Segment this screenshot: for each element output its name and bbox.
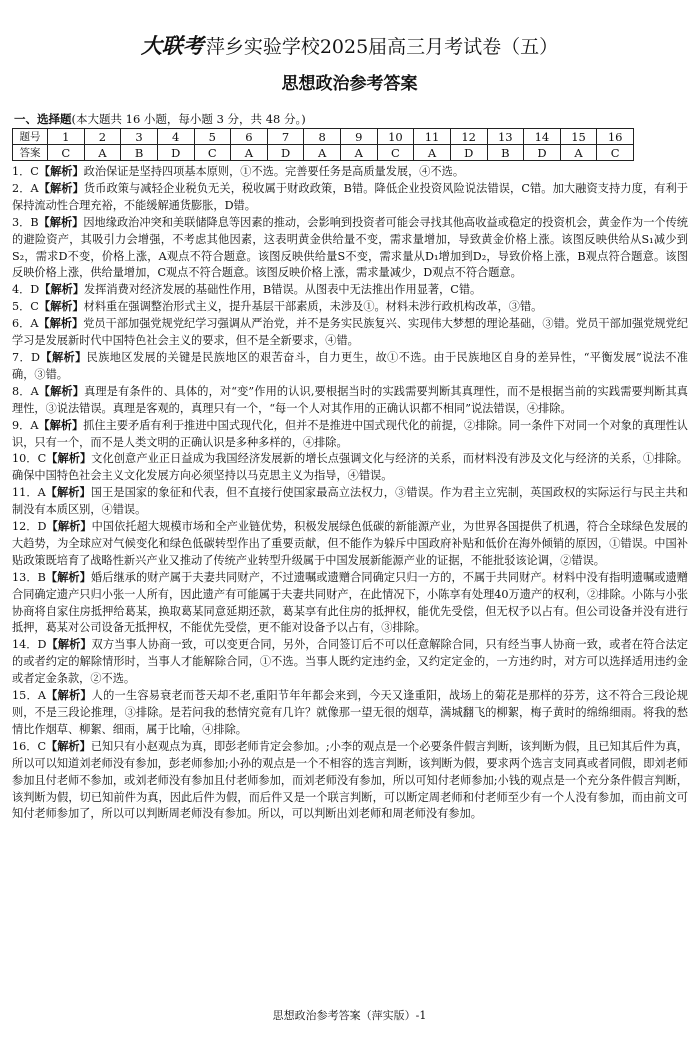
brand-logo-text: 大联考 <box>140 34 204 58</box>
question-number-cell: 16 <box>597 129 634 145</box>
explanation-item <box>12 316 688 350</box>
analysis-tag: 【解析】 <box>38 181 84 195</box>
question-answer-lead: 1．C <box>12 165 39 178</box>
question-answer-lead: 8．A <box>12 384 39 398</box>
question-answer-lead: 2．A <box>12 181 39 195</box>
question-answer-lead: 6．A <box>12 317 39 331</box>
row-label: 题号 <box>13 129 48 145</box>
answer-cell: C <box>194 145 231 161</box>
analysis-tag: 【解析】 <box>38 317 84 331</box>
analysis-tag: 【解析】 <box>45 486 91 500</box>
explanation-text: 材料重在强调整治形式主义，提升基层干部素质，未涉及①。材料未涉行政机构改革，③错。 <box>83 300 543 314</box>
question-number-cell: 1 <box>48 129 85 145</box>
answer-cell: A <box>560 145 597 161</box>
explanation-item <box>12 181 688 215</box>
question-answer-lead: 7．D <box>12 350 41 364</box>
explanation-item <box>12 164 688 181</box>
question-number-row <box>13 129 634 145</box>
explanation-text: 文化创意产业正日益成为我国经济发展新的增长点强调文化与经济的关系，而材料没有涉及文化与经济的关系，①排除。确保中国特色社会主义文化发展方向必须坚持以马克思主义为指导，④错误。 <box>12 452 688 483</box>
answer-cell: C <box>48 145 85 161</box>
question-answer-lead: 11．A <box>12 486 46 500</box>
question-answer-lead: 3．B <box>12 215 39 229</box>
answer-cell: C <box>377 145 414 161</box>
explanation-text: 抓住主要矛盾有利于推进中国式现代化，但并不是推进中国式现代化的前提，②排除。同一条件下对同一个对象的真理性认识，只有一个，而不是人类文明的正确认识是多种多样的，④排除。 <box>12 418 688 449</box>
question-number-cell: 14 <box>524 129 561 145</box>
analysis-tag: 【解析】 <box>38 300 84 314</box>
analysis-tag: 【解析】 <box>38 165 84 178</box>
question-answer-lead: 9．A <box>12 418 39 432</box>
question-number-cell: 9 <box>341 129 378 145</box>
question-number-cell: 4 <box>157 129 194 145</box>
question-answer-lead: 10．C <box>12 452 47 466</box>
explanation-text: 民族地区发展的关键是民族地区的艰苦奋斗，自力更生，故①不选。由于民族地区自身的差异性，“平衡发展”说法不准确，③错。 <box>12 350 688 381</box>
explanations-list <box>12 164 688 823</box>
question-number-cell: 5 <box>194 129 231 145</box>
explanation-item <box>12 418 688 452</box>
explanation-text: 货币政策与减轻企业税负无关，税收属于财政政策，B错。降低企业投资风险说法错误，C错。加大融资支持力度，有利于保持流动性合理充裕，不能缓解通货膨胀，D错。 <box>12 181 688 212</box>
explanation-item <box>12 688 688 739</box>
answer-cell: A <box>84 145 121 161</box>
analysis-tag: 【解析】 <box>46 638 92 652</box>
question-number-cell: 11 <box>414 129 451 145</box>
analysis-tag: 【解析】 <box>46 452 92 466</box>
section-heading <box>14 111 306 127</box>
answer-cell: D <box>450 145 487 161</box>
question-answer-lead: 14．D <box>12 638 47 652</box>
answer-cell: D <box>524 145 561 161</box>
question-number-cell: 2 <box>84 129 121 145</box>
explanation-item <box>12 739 688 824</box>
explanation-text: 真理是有条件的、具体的，对“变”作用的认识,要根据当时的实践需要判断其真理性，而不是根据当前的实践需要判断其真理性，③说法错误。真理是客观的，真理只有一个，“每一个人对其作用的正确认识都不相同”说法错误，④排除。 <box>12 384 688 415</box>
question-number-cell: 15 <box>560 129 597 145</box>
question-number-cell: 10 <box>377 129 414 145</box>
explanation-item <box>12 570 688 638</box>
answer-cell: A <box>231 145 268 161</box>
explanation-text: 婚后继承的财产属于夫妻共同财产，不过遗嘱或遗赠合同确定只归一方的，不属于共同财产。材料中没有指明遗嘱或遗赠合同确定遗产只归小张一人所有，因此遗产有可能属于夫妻共同财产，在此情况下，小陈享有处理40万遗产的权利，②排除。小陈与小张协商将自家住房抵押给葛某，换取葛某同意延期还款，葛某享有此住房的抵押权，能优先受偿，但无权予以占有。但公司设备并没有进行抵押，葛某对公司设备无抵押权，不能优先受偿，更不能对设备予以占有，③排除。 <box>12 570 688 635</box>
explanation-text: 国王是国家的象征和代表，但不直接行使国家最高立法权力，③错误。作为君主立宪制，英国政权的实际运行与民主共和制没有本质区别，④错误。 <box>12 486 688 517</box>
question-number-cell: 8 <box>304 129 341 145</box>
explanation-text: 因地缘政治冲突和美联储降息等因素的推动，会影响到投资者可能会寻找其他高收益或稳定的投资机会，黄金作为一个传统的避险资产，其吸引力会增强，不考虑其他因素，这表明黄金供给量不变，需求量增加，导致黄金价格上涨。该图反映供给从S₁减少到S₂，需求D不变，价格上涨，A观点不符合题意。该图反映供给量S不变，需求量从D₁增加到D₂，导致价格上涨，B观点符合题意。该图反映价格上涨，供给量增加，C观点不符合题意。该图反映价格上涨，需求量减少，D观点不符合题意。 <box>12 215 688 280</box>
answer-cell: D <box>157 145 194 161</box>
question-number-cell: 6 <box>231 129 268 145</box>
explanation-item <box>12 519 688 570</box>
answer-cell: B <box>487 145 524 161</box>
explanation-text: 人的一生容易衰老而苍天却不老,重阳节年年都会来到，今天又逢重阳，战场上的菊花是那样的芬芳，这不符合三段论规则，不是三段论推理，③排除。是若问我的愁情究竟有几许？就像那一望无很的烟草，满城翻飞的柳絮，梅子黄时的绵绵细雨。将我的愁情比作烟草、柳絮、细雨，属于比喻，④排除。 <box>12 689 688 736</box>
page-subtitle: 思想政治参考答案 <box>281 74 418 94</box>
explanation-text: 双方当事人协商一致，可以变更合同，另外，合同签订后不可以任意解除合同，只有经当事人协商一致，或者在符合法定的或者约定的解除情形时，当事人才能解除合同，①不选。当事人既约定违约金，又约定定金的，一方违约时，对方可以选择适用违约金或者定金条款，②不选。 <box>12 638 688 686</box>
question-answer-lead: 12．D <box>12 520 47 534</box>
explanation-item <box>12 350 688 384</box>
question-answer-lead: 4．D <box>12 283 40 297</box>
analysis-tag: 【解析】 <box>38 215 84 229</box>
explanation-item <box>12 299 688 316</box>
explanation-item <box>12 637 688 688</box>
explanation-item <box>12 384 688 418</box>
question-number-cell: 13 <box>487 129 524 145</box>
page-footer: 思想政治参考答案（萍实版）-1 <box>272 1009 427 1022</box>
question-answer-lead: 13．B <box>12 570 46 584</box>
exam-title <box>0 34 699 59</box>
question-answer-lead: 16．C <box>12 739 47 753</box>
analysis-tag: 【解析】 <box>38 418 84 432</box>
explanation-text: 发挥消费对经济发展的基础性作用，B错误。从图表中无法推出作用显著，C错。 <box>84 283 482 297</box>
row-label: 答案 <box>13 145 48 161</box>
question-number-cell: 3 <box>121 129 158 145</box>
explanation-text: 已知只有小赵观点为真，即彭老师肯定会参加。;小李的观点是一个必要条件假言判断，该判断为假，且已知其后件为真，所以可以知道刘老师没有参加，彭老师参加;小孙的观点是一个不相容的选言判断，该判断为假，要求两个选言支同真或者同假，即刘老师参加且付老师不参加，或刘老师没有参加且付老师参加，而刘老师没有参加，所以可知付老师参加;小钱的观点是一个充分条件假言判断，该判断为假，切已知前件为真，因此后件为假，而后件又是一个联言判断，可以断定周老师和付老师至少有一个人没有参加，而由前文可知付老师参加了，所以可以判断周老师没有参加。所以，可以判断出刘老师和周老师没有参加。 <box>12 739 688 821</box>
answer-cell: A <box>341 145 378 161</box>
explanation-item <box>12 485 688 519</box>
question-number-cell: 7 <box>267 129 304 145</box>
analysis-tag: 【解析】 <box>45 689 92 703</box>
answer-cell: A <box>304 145 341 161</box>
question-answer-lead: 5．C <box>12 300 39 314</box>
explanation-item <box>12 282 688 299</box>
analysis-tag: 【解析】 <box>38 384 85 398</box>
explanation-item <box>12 215 688 283</box>
section-heading-note: (本大题共 16 小题，每小题 3 分，共 48 分。) <box>71 112 306 126</box>
analysis-tag: 【解析】 <box>40 350 87 364</box>
question-number-cell: 12 <box>450 129 487 145</box>
analysis-tag: 【解析】 <box>39 283 85 297</box>
answer-cell: D <box>267 145 304 161</box>
answer-cell: C <box>597 145 634 161</box>
answer-cell: A <box>414 145 451 161</box>
question-answer-lead: 15．A <box>12 689 46 703</box>
analysis-tag: 【解析】 <box>45 570 91 584</box>
exam-title-text: 萍乡实验学校2025届高三月考试卷（五） <box>205 36 559 58</box>
analysis-tag: 【解析】 <box>46 739 91 753</box>
answer-cell: B <box>121 145 158 161</box>
section-heading-label: 一、选择题 <box>14 112 72 126</box>
explanation-text: 政治保证是坚持四项基本原则，①不选。完善要任务是高质量发展，④不选。 <box>83 165 465 178</box>
answer-table <box>12 128 634 161</box>
analysis-tag: 【解析】 <box>46 520 92 534</box>
explanation-item <box>12 451 688 485</box>
answer-row <box>13 145 634 161</box>
explanation-text: 党员干部加强党规党纪学习强调从严治党，并不是务实民族复兴、实现伟大梦想的理论基础，③错。党员干部加强党规党纪学习是发展新时代中国特色社会主义的要求，但不是全新要求，④错。 <box>12 317 688 348</box>
explanation-text: 中国依托超大规模市场和全产业链优势，积极发展绿色低碳的新能源产业，为世界各国提供了机遇，符合全球绿色发展的大趋势，为全球应对气候变化和绿色低碳转型作出了重要贡献，但不能作为躲斥中国政府补贴和低价在海外倾销的原因，①错误。中国补贴政策既培育了战略性新兴产业又推动了传统产业转型升级属于中国发展新能源产业的证据，不能批驳该论调，②错误。 <box>12 520 688 567</box>
